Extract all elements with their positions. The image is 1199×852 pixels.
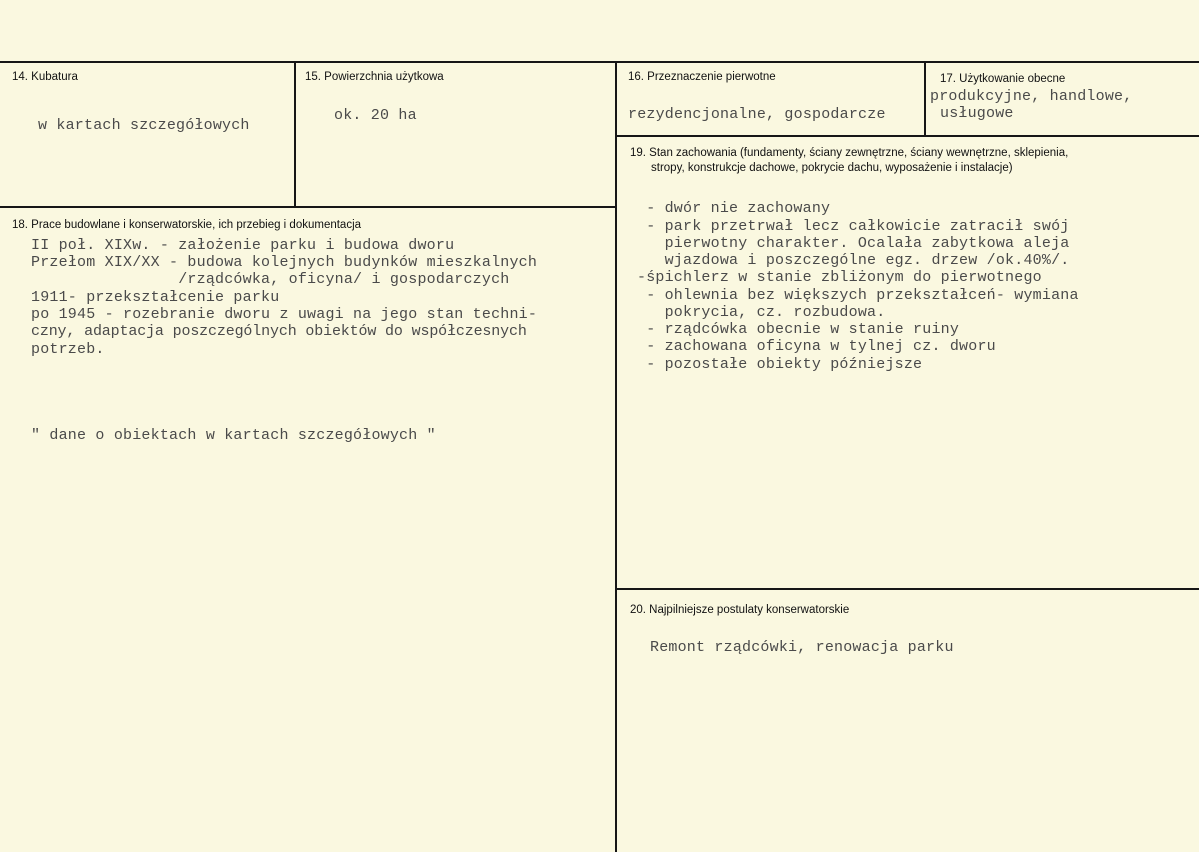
col-divider-14-15 bbox=[294, 61, 296, 207]
section-17-label: 17. Użytkowanie obecne bbox=[940, 73, 1066, 85]
section-19-label-line-1: 19. Stan zachowania (fundamenty, ściany zewnętrzne, ściany wewnętrzne, sklepienia, bbox=[630, 147, 1069, 159]
section-19-line-5: -śpichlerz w stanie zbliżonym do pierwotnego bbox=[637, 269, 1042, 286]
section-18-note: " dane o obiektach w kartach szczegółowych " bbox=[31, 427, 436, 444]
section-15-label: 15. Powierzchnia użytkowa bbox=[305, 71, 444, 83]
section-14-value: w kartach szczegółowych bbox=[38, 117, 250, 134]
section-18-line-6: czny, adaptacja poszczególnych obiektów do współczesnych bbox=[31, 323, 527, 340]
section-18-line-5: po 1945 - rozebranie dworu z uwagi na jego stan techni- bbox=[31, 306, 538, 323]
row-divider-right-17 bbox=[617, 135, 1199, 137]
section-20-value: Remont rządcówki, renowacja parku bbox=[650, 639, 954, 656]
section-19-label-line-2: stropy, konstrukcje dachowe, pokrycie dachu, wyposażenie i instalacje) bbox=[651, 162, 1013, 174]
section-15-value: ok. 20 ha bbox=[334, 107, 417, 124]
section-14-label: 14. Kubatura bbox=[12, 71, 78, 83]
section-18-label: 18. Prace budowlane i konserwatorskie, ich przebieg i dokumentacja bbox=[12, 219, 362, 231]
col-divider-16-17 bbox=[924, 61, 926, 136]
section-19-line-3: pierwotny charakter. Ocalała zabytkowa aleja bbox=[637, 235, 1070, 252]
section-19-line-1: - dwór nie zachowany bbox=[637, 200, 831, 217]
section-16-value: rezydencjonalne, gospodarcze bbox=[628, 106, 886, 123]
section-19-line-9: - zachowana oficyna w tylnej cz. dworu bbox=[637, 338, 996, 355]
top-border-line bbox=[0, 61, 1199, 63]
col-divider-main bbox=[615, 61, 617, 852]
row-divider-left bbox=[0, 206, 617, 208]
section-19-line-7: pokrycia, cz. rozbudowa. bbox=[637, 304, 886, 321]
section-18-line-2: Przełom XIX/XX - budowa kolejnych budynków mieszkalnych bbox=[31, 254, 538, 271]
section-18-line-1: II poł. XIXw. - założenie parku i budowa dworu bbox=[31, 237, 455, 254]
section-18-line-4: 1911- przekształcenie parku bbox=[31, 289, 280, 306]
row-divider-right-19 bbox=[617, 588, 1199, 590]
section-19-line-4: wjazdowa i poszczególne egz. drzew /ok.40%/. bbox=[637, 252, 1070, 269]
section-17-line-1: produkcyjne, handlowe, bbox=[930, 88, 1133, 105]
section-19-line-2: - park przetrwał lecz całkowicie zatracił swój bbox=[637, 218, 1070, 235]
section-20-label: 20. Najpilniejsze postulaty konserwatorskie bbox=[630, 604, 850, 616]
section-17-line-2: usługowe bbox=[940, 105, 1014, 122]
section-19-line-10: - pozostałe obiekty późniejsze bbox=[637, 356, 923, 373]
section-18-line-3: /rządcówka, oficyna/ i gospodarczych bbox=[31, 271, 510, 288]
section-19-line-6: - ohlewnia bez większych przekształceń- wymiana bbox=[637, 287, 1079, 304]
section-19-line-8: - rządcówka obecnie w stanie ruiny bbox=[637, 321, 960, 338]
section-18-line-7: potrzeb. bbox=[31, 341, 105, 358]
section-16-label: 16. Przeznaczenie pierwotne bbox=[628, 71, 776, 83]
